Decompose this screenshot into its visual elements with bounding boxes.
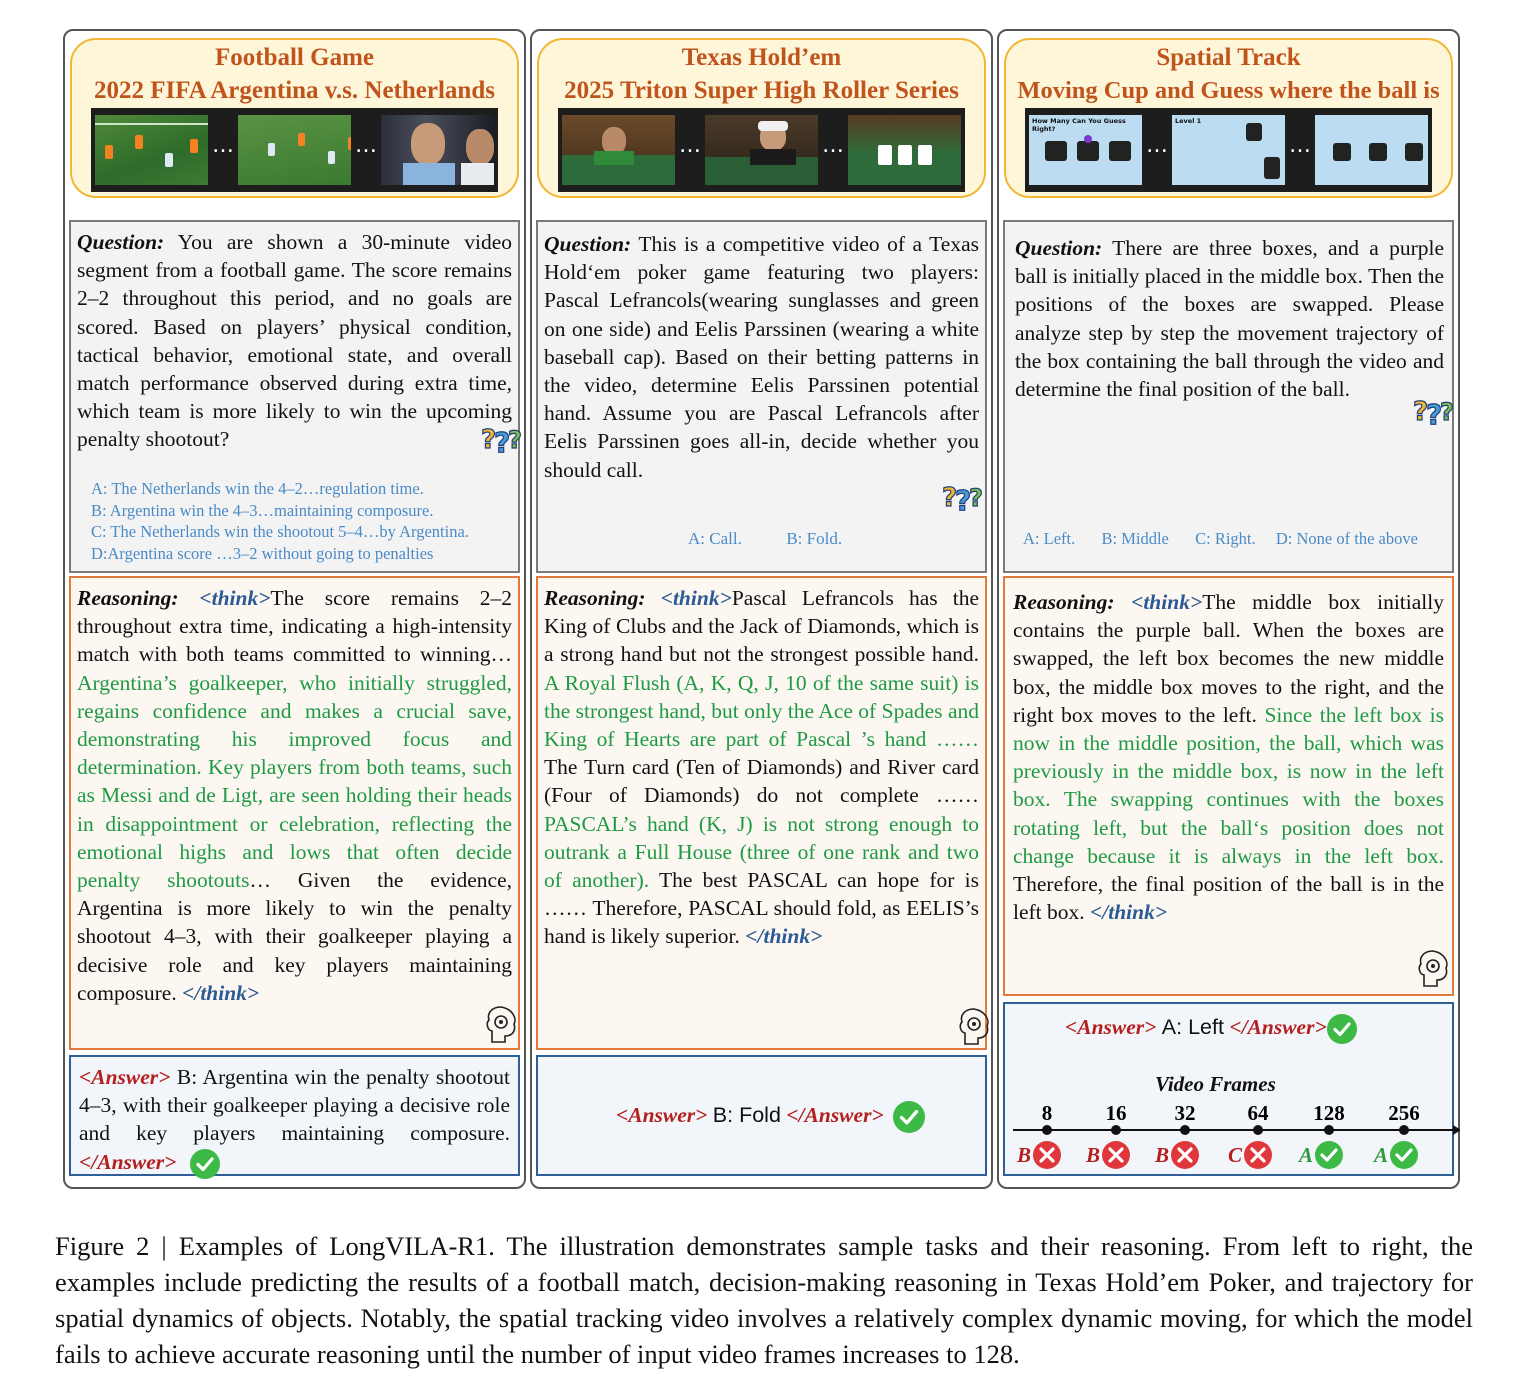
svg-text:?: ? xyxy=(508,426,522,454)
panel-football xyxy=(63,29,526,1189)
reasoning-text: Pascal Lefrancols has the King of Clubs and the Jack of Diamonds, which is a strong hand but not the strongest possible hand. xyxy=(544,586,979,667)
brain-gear-icon xyxy=(483,1004,519,1046)
check-icon xyxy=(893,1101,925,1133)
check-icon xyxy=(190,1149,220,1179)
question-text: There are three boxes, and a purple ball is initially placed in the middle box. Then the positions of the boxes are swapped. Please analyze step by step the movement trajectory of the box containing the ball through the video and determine the final position of the ball. xyxy=(1015,236,1444,402)
frames-axis-title: Video Frames xyxy=(1155,1072,1276,1096)
answer-close-tag: </Answer> xyxy=(786,1102,884,1127)
reasoning-label: Reasoning: xyxy=(544,586,646,610)
cross-icon xyxy=(1102,1141,1130,1169)
cross-icon xyxy=(1171,1141,1199,1169)
frames-tick-dot xyxy=(1324,1125,1334,1135)
video-frame xyxy=(1029,115,1142,185)
frames-prediction-label: B xyxy=(1016,1143,1031,1167)
frames-tick-dot xyxy=(1042,1125,1052,1135)
brain-gear-icon xyxy=(1415,948,1451,990)
frame-ellipsis: … xyxy=(822,133,844,158)
video-frame xyxy=(238,115,351,185)
answer-box xyxy=(536,1055,987,1176)
video-frame xyxy=(95,115,208,185)
question-box xyxy=(1003,220,1454,573)
question-label: Question: xyxy=(1015,236,1103,260)
frames-prediction-label: B xyxy=(1154,1143,1169,1167)
video-frame xyxy=(705,115,818,185)
reasoning-text: The middle box initially contains the purple ball. When the boxes are swapped, the left box becomes the new middle box, the middle box moves to the right, and the right box moves to the left. xyxy=(1013,590,1444,727)
option-b: B: Middle xyxy=(1101,529,1169,548)
frame-ellipsis: … xyxy=(1289,133,1311,158)
option-b: B: Argentina win the 4–3…maintaining composure. xyxy=(91,500,434,520)
svg-text:?: ? xyxy=(955,484,972,514)
answer-open-tag: <Answer> xyxy=(616,1102,708,1127)
reasoning-text: The score remains 2–2 throughout extra time, indicating a high-intensity match with both teams committed to winning… xyxy=(77,586,512,667)
question-box xyxy=(536,220,987,573)
think-close-tag: </think> xyxy=(182,980,260,1005)
video-filmstrip xyxy=(91,108,498,192)
cross-icon xyxy=(1244,1141,1272,1169)
option-c: C: Right. xyxy=(1195,529,1256,548)
frame-ellipsis: … xyxy=(212,133,234,158)
think-close-tag: </think> xyxy=(1090,900,1168,925)
panel-title-line1: Football Game xyxy=(214,44,374,71)
frames-tick-label: 32 xyxy=(1174,1101,1196,1125)
option-d: D:Argentina score …3–2 without going to penalties xyxy=(91,543,434,563)
panel-title-line1: Texas Hold’em xyxy=(681,44,842,71)
check-icon xyxy=(1327,1014,1357,1044)
check-icon xyxy=(1390,1141,1418,1169)
panel-title-line2: 2022 FIFA Argentina v.s. Netherlands xyxy=(94,77,495,104)
frames-prediction-label: A xyxy=(1373,1143,1388,1167)
reasoning-box xyxy=(536,576,987,1050)
figure-caption: Figure 2 | Examples of LongVILA-R1. The illustration demonstrates sample tasks and their reasoning. From left to right, the examples include predicting the results of a football match, decision-making reasoning in Texas Hold’em Poker, and trajectory for spatial dynamics of objects. Notably, the spatial tracking video involves a relatively complex dynamic moving, for which the model fails to achieve accurate reasoning until the number of input video frames increases to 128. xyxy=(55,1231,1473,1369)
video-frame xyxy=(381,115,494,185)
reasoning-text: … Given the evidence, Argentina is more likely to win the penalty shootout 4–3, with their goalkeeper playing a decisive role and key players maintaining composure. xyxy=(77,868,512,1005)
frames-tick-label: 16 xyxy=(1105,1101,1127,1125)
svg-text:?: ? xyxy=(969,484,983,512)
svg-text:?: ? xyxy=(1426,398,1443,428)
option-d: D: None of the above xyxy=(1275,529,1418,548)
answer-text: B: Fold xyxy=(712,1102,781,1127)
video-frame xyxy=(1315,115,1428,185)
option-a: A: Left. xyxy=(1023,529,1076,548)
option-c: C: The Netherlands win the shootout 5–4…by Argentina. xyxy=(91,522,469,541)
frame-text: How Many Can You Guess Right? xyxy=(1032,117,1126,133)
frame-ellipsis: … xyxy=(1146,133,1168,158)
svg-text:?: ? xyxy=(1440,398,1454,426)
panel-title-line2: Moving Cup and Guess where the ball is xyxy=(1017,77,1440,104)
reasoning-box xyxy=(69,576,520,1050)
frames-tick-label: 64 xyxy=(1247,1101,1269,1125)
think-open-tag: <think> xyxy=(1131,590,1203,614)
frames-tick-dot xyxy=(1253,1125,1263,1135)
answer-box xyxy=(1003,1002,1454,1176)
answer-open-tag: <Answer> xyxy=(79,1065,171,1089)
answer-close-tag: </Answer> xyxy=(1229,1014,1327,1039)
panel-title-line1: Spatial Track xyxy=(1156,44,1301,71)
option-a: A: Call. xyxy=(688,529,742,548)
panel-spatial xyxy=(997,29,1460,1189)
reasoning-label: Reasoning: xyxy=(1013,590,1115,614)
reasoning-text: The Turn card (Ten of Diamonds) and River card (Four of Diamonds) do not complete …… xyxy=(544,755,979,808)
question-box xyxy=(69,220,520,573)
question-text: This is a competitive video of a Texas Hold‘em poker game featuring two players: Pascal Lefrancols(wearing sunglasses and green on one side) and Eelis Parssinen (wearing a white baseball cap). Based on their betting patterns in the video, determine Eelis Parssinen potential hand. Assume you are Pascal Lefrancols after Eelis Parssinen goes all-in, decide whether you should call. xyxy=(544,232,979,482)
question-mark-icon xyxy=(940,478,984,514)
reasoning-evidence: A Royal Flush (A, K, Q, J, 10 of the same suit) is the strongest hand, but only the Ace of Spades and King of Hearts are part of Pascal ’s hand …… xyxy=(544,670,979,752)
brain-gear-icon xyxy=(956,1006,992,1048)
reasoning-evidence: Argentina’s goalkeeper, who initially struggled, regains confidence and makes a crucial save, demonstrating his improved focus and determination. Key players from both teams, such as Messi and de Ligt, are seen holding their heads in disappointment or celebration, reflecting the emotional highs and lows that often decide penalty shootouts xyxy=(77,670,512,893)
svg-text:?: ? xyxy=(481,425,497,455)
reasoning-evidence: Since the left box is now in the middle position, the ball, which was previously in the middle box, is now in the left box. The swapping continues with the boxes rotating left, but the ball‘s position does not change because it is always in the left box. xyxy=(1013,702,1444,868)
reasoning-text: Therefore, the final position of the ball is in the left box. xyxy=(1013,872,1444,925)
frames-tick-label: 8 xyxy=(1041,1101,1053,1125)
think-open-tag: <think> xyxy=(199,586,271,610)
video-frame xyxy=(1172,115,1285,185)
think-open-tag: <think> xyxy=(660,586,732,610)
frames-prediction-label: A xyxy=(1298,1143,1313,1167)
question-mark-icon xyxy=(1411,392,1455,428)
answer-text: A: Left xyxy=(1161,1014,1224,1039)
frames-prediction-label: B xyxy=(1085,1143,1100,1167)
check-icon xyxy=(1315,1141,1343,1169)
svg-text:?: ? xyxy=(1413,397,1429,427)
option-b: B: Fold. xyxy=(786,529,843,548)
answer-text: B: Argentina win the penalty shootout 4–3, with their goalkeeper playing a decisive role and key players maintaining composure. xyxy=(79,1065,510,1146)
frames-tick-label: 128 xyxy=(1313,1101,1345,1125)
frame-text: Level 1 xyxy=(1175,117,1202,125)
frames-prediction-label: C xyxy=(1227,1143,1242,1167)
answer-box xyxy=(69,1055,520,1176)
frames-tick-dot xyxy=(1111,1125,1121,1135)
video-filmstrip xyxy=(1025,108,1432,192)
question-text: You are shown a 30-minute video segment from a football game. The score remains 2–2 throughout this period, and no goals are scored. Based on players’ physical condition, tactical behavior, emotional state, and overall match performance observed during extra time, which team is more likely to win the upcoming penalty shootout? xyxy=(77,230,513,452)
frame-ellipsis: … xyxy=(355,133,377,158)
question-mark-icon xyxy=(479,420,523,456)
video-filmstrip xyxy=(558,108,965,192)
frames-axis xyxy=(1005,1078,1460,1174)
video-frame xyxy=(562,115,675,185)
panel-title-line2: 2025 Triton Super High Roller Series xyxy=(564,77,959,104)
panel-poker xyxy=(530,29,993,1189)
frames-tick-dot xyxy=(1180,1125,1190,1135)
frame-ellipsis: … xyxy=(679,133,701,158)
option-a: A: The Netherlands win the 4–2…regulation time. xyxy=(91,479,424,498)
panel-header xyxy=(1004,38,1453,198)
answer-close-tag: </Answer> xyxy=(79,1149,177,1174)
reasoning-text: The best PASCAL can hope for is …… Therefore, PASCAL should fold, as EELIS’s hand is likely superior. xyxy=(544,868,979,949)
frames-tick-dot xyxy=(1399,1125,1409,1135)
question-label: Question: xyxy=(77,230,165,254)
frames-tick-label: 256 xyxy=(1388,1101,1420,1125)
panel-header xyxy=(537,38,986,198)
svg-text:?: ? xyxy=(494,426,511,456)
reasoning-label: Reasoning: xyxy=(77,586,179,610)
think-close-tag: </think> xyxy=(745,924,823,949)
frames-axis-arrow xyxy=(1453,1125,1460,1135)
reasoning-box xyxy=(1003,576,1454,996)
answer-open-tag: <Answer> xyxy=(1065,1014,1157,1039)
video-frame xyxy=(848,115,961,185)
panel-header xyxy=(70,38,519,198)
svg-text:?: ? xyxy=(942,483,958,513)
reasoning-evidence: PASCAL’s hand (K, J) is not strong enough to outrank a Full House (three of one rank and two of another). xyxy=(544,811,979,893)
question-label: Question: xyxy=(544,232,632,256)
cross-icon xyxy=(1033,1141,1061,1169)
